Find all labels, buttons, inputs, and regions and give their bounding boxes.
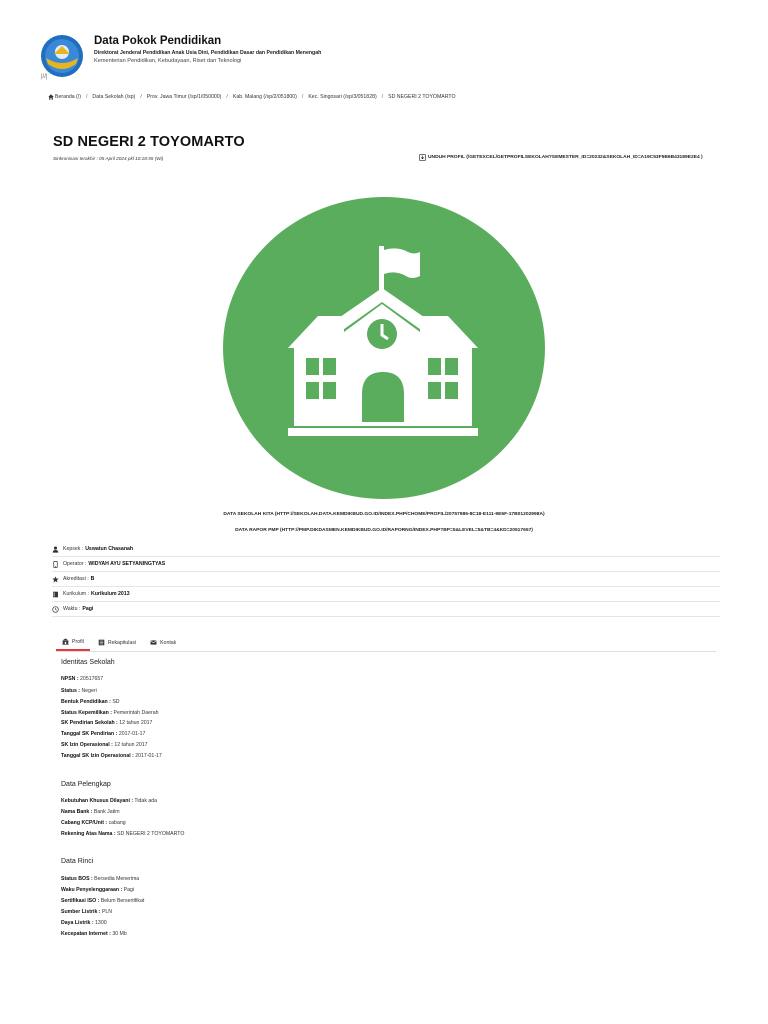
field-label: Daya Listrik : xyxy=(61,920,94,926)
info-value: Pagi xyxy=(82,606,94,612)
breadcrumb-separator: / xyxy=(85,94,88,100)
field-status xyxy=(61,688,97,694)
field-value: 30 Mb xyxy=(112,931,127,937)
field-value: Tidak ada xyxy=(134,798,158,804)
field-status-kepemilikan xyxy=(61,710,158,716)
breadcrumb-province[interactable]: Prov. Jawa Timur (/sp/1/050000) xyxy=(146,94,222,100)
field-value: cabang xyxy=(108,820,126,826)
info-value: B xyxy=(90,576,95,582)
tab-profil[interactable] xyxy=(56,634,90,651)
field-label: SK Pendirian Sekolah : xyxy=(61,720,118,726)
field-value: Bank Jatim xyxy=(93,809,120,815)
info-value: Uswatun Chasanah xyxy=(85,546,134,552)
info-row-waktu xyxy=(52,602,720,617)
list-icon xyxy=(98,639,105,646)
user-icon xyxy=(52,546,59,553)
info-row-operator xyxy=(52,557,720,572)
field-value: SD NEGERI 2 TOYOMARTO xyxy=(117,831,185,837)
field-rekening-atas-nama xyxy=(61,831,184,837)
tab-rekapitulasi[interactable] xyxy=(92,634,142,651)
download-profile-link[interactable] xyxy=(419,154,703,161)
info-label: Operator : xyxy=(63,561,87,567)
field-daya-listrik xyxy=(61,920,107,926)
page-title: SD NEGERI 2 TOYOMARTO xyxy=(53,134,245,150)
field-value: Belum Bersertifikat xyxy=(100,898,145,904)
ministry-name: Kementerian Pendidikan, Kebudayaan, Riset dan Teknologi xyxy=(94,58,242,64)
star-icon xyxy=(52,576,59,583)
field-label: NPSN : xyxy=(61,676,79,682)
info-value: Kurikulum 2013 xyxy=(90,591,130,597)
tab-label: Profil xyxy=(72,638,84,645)
breadcrumb-data-sekolah[interactable]: Data Sekolah (/sp) xyxy=(92,94,136,100)
field-label: Kecepatan Internet : xyxy=(61,931,111,937)
profile-tabs xyxy=(56,634,716,652)
field-label: Nama Bank : xyxy=(61,809,93,815)
info-label: Akreditasi : xyxy=(63,576,89,582)
breadcrumb-current: SD NEGERI 2 TOYOMARTO xyxy=(388,94,456,100)
breadcrumb-separator: / xyxy=(301,94,304,100)
field-bentuk-pendidikan xyxy=(61,699,120,705)
field-label: Waku Penyelenggaraan : xyxy=(61,887,123,893)
breadcrumb-regency[interactable]: Kab. Malang (/sp/2/051800) xyxy=(232,94,297,100)
field-value: Pagi xyxy=(123,887,135,893)
field-label: Status Kepemilikan : xyxy=(61,710,113,716)
field-cabang xyxy=(61,820,126,826)
field-label: Status BOS : xyxy=(61,876,93,882)
field-value: PLN xyxy=(101,909,113,915)
tab-label: Kontak xyxy=(160,639,177,646)
home-icon xyxy=(48,94,54,100)
field-kebutuhan-khusus xyxy=(61,798,157,804)
info-value: WIDYAH AYU SETYANINGTYAS xyxy=(88,561,166,567)
field-kecepatan-internet xyxy=(61,931,127,937)
book-icon xyxy=(52,591,59,598)
field-value: Pemerintah Daerah xyxy=(113,710,159,716)
field-nama-bank xyxy=(61,809,120,815)
mail-icon xyxy=(150,639,157,646)
breadcrumb-district[interactable]: Kec. Singosari (/sp/3/051828) xyxy=(308,94,377,100)
field-label: Cabang KCP/Unit : xyxy=(61,820,108,826)
data-sekolah-kita-link[interactable]: DATA SEKOLAH KITA (HTTP://SEKOLAH.DATA.KEMDIKBUD.GO.ID/INDEX.PHP/CHOME/PROFIL/20757986-8C18-E111-9E5F-17B01202998A) xyxy=(223,512,545,517)
section-title-rinci: Data Rinci xyxy=(61,858,94,865)
field-value: 1300 xyxy=(95,920,107,926)
download-profile-label: UNDUH PROFIL (/GETEXCEL/GETPROFILSEKOLAH?SEMESTER_ID=20232&SEKOLAH_ID=A19C53F5B6B43189E2E4 ) xyxy=(428,155,703,160)
breadcrumb-separator: / xyxy=(140,94,142,100)
download-icon xyxy=(419,154,426,161)
field-label: Tanggal SK Izin Operasional : xyxy=(61,753,134,759)
section-title-identitas: Identitas Sekolah xyxy=(61,659,115,666)
info-label: Kurikulum : xyxy=(63,591,89,597)
field-label: Sertifikasi ISO : xyxy=(61,898,100,904)
field-value: Negeri xyxy=(81,688,97,694)
tab-kontak[interactable] xyxy=(144,634,182,651)
site-title[interactable]: Data Pokok Pendidikan xyxy=(94,35,222,47)
site-header xyxy=(40,34,740,78)
school-info-list xyxy=(52,542,720,617)
field-value: 2017-01-17 xyxy=(135,753,162,759)
breadcrumb-separator: / xyxy=(381,94,384,100)
field-sumber-listrik xyxy=(61,909,112,915)
school-building-icon xyxy=(62,638,69,645)
field-waktu-penyelenggaraan xyxy=(61,887,134,893)
field-sk-izin-operasional xyxy=(61,742,148,748)
info-label: Waktu : xyxy=(63,606,81,612)
field-sk-pendirian xyxy=(61,720,152,726)
field-value: 2017-01-17 xyxy=(118,731,146,737)
field-value: SD xyxy=(112,699,120,705)
field-sertifikasi-iso xyxy=(61,898,144,904)
field-label: Status : xyxy=(61,688,81,694)
info-row-kurikulum xyxy=(52,587,720,602)
header-extra-text: |//| xyxy=(41,74,48,80)
field-label: Rekening Atas Nama : xyxy=(61,831,116,837)
field-npsn xyxy=(61,676,103,682)
field-tanggal-sk-pendirian xyxy=(61,731,145,737)
info-label: Kepsek : xyxy=(63,546,84,552)
phone-icon xyxy=(52,561,59,568)
field-value: 12 tahun 2017 xyxy=(114,742,148,748)
logo-icon[interactable] xyxy=(40,34,84,78)
field-status-bos xyxy=(61,876,139,882)
breadcrumb xyxy=(48,94,456,100)
field-label: SK Izin Operasional : xyxy=(61,742,113,748)
breadcrumb-separator: / xyxy=(226,94,228,100)
field-label: Bentuk Pendidikan : xyxy=(61,699,111,705)
field-value: 12 tahun 2017 xyxy=(119,720,153,726)
site-subtitle: Direktorat Jenderal Pendidikan Anak Usia Dini, Pendidikan Dasar dan Pendidikan Menengah xyxy=(94,50,322,56)
field-value: 20517657 xyxy=(80,676,104,682)
info-row-akreditasi xyxy=(52,572,720,587)
field-value: Bersedia Menerima xyxy=(94,876,140,882)
field-tanggal-sk-izin-operasional xyxy=(61,753,162,759)
field-label: Kebutuhan Khusus Dilayani : xyxy=(61,798,134,804)
field-label: Sumber Listrik : xyxy=(61,909,101,915)
section-title-pelengkap: Data Pelengkap xyxy=(61,781,111,788)
field-label: Tanggal SK Pendirian : xyxy=(61,731,118,737)
tab-label: Rekapitulasi xyxy=(107,639,137,646)
breadcrumb-home[interactable]: Beranda (/) xyxy=(55,94,81,100)
sync-timestamp: Sinkronisasi terakhir : 05 April 2024 pkl 10:18:55 (Wi) xyxy=(53,156,164,161)
info-row-kepsek xyxy=(52,542,720,557)
clock-icon xyxy=(52,606,59,613)
data-rapor-pmp-link[interactable]: DATA RAPOR PMP (HTTP://PMP.DIKDASMEN.KEMDIKBUD.GO.ID/RAPORNG/INDEX.PHP?BP=5&LEVEL=5&TB=4&KD=20517657) xyxy=(235,528,533,533)
school-icon xyxy=(222,196,546,500)
